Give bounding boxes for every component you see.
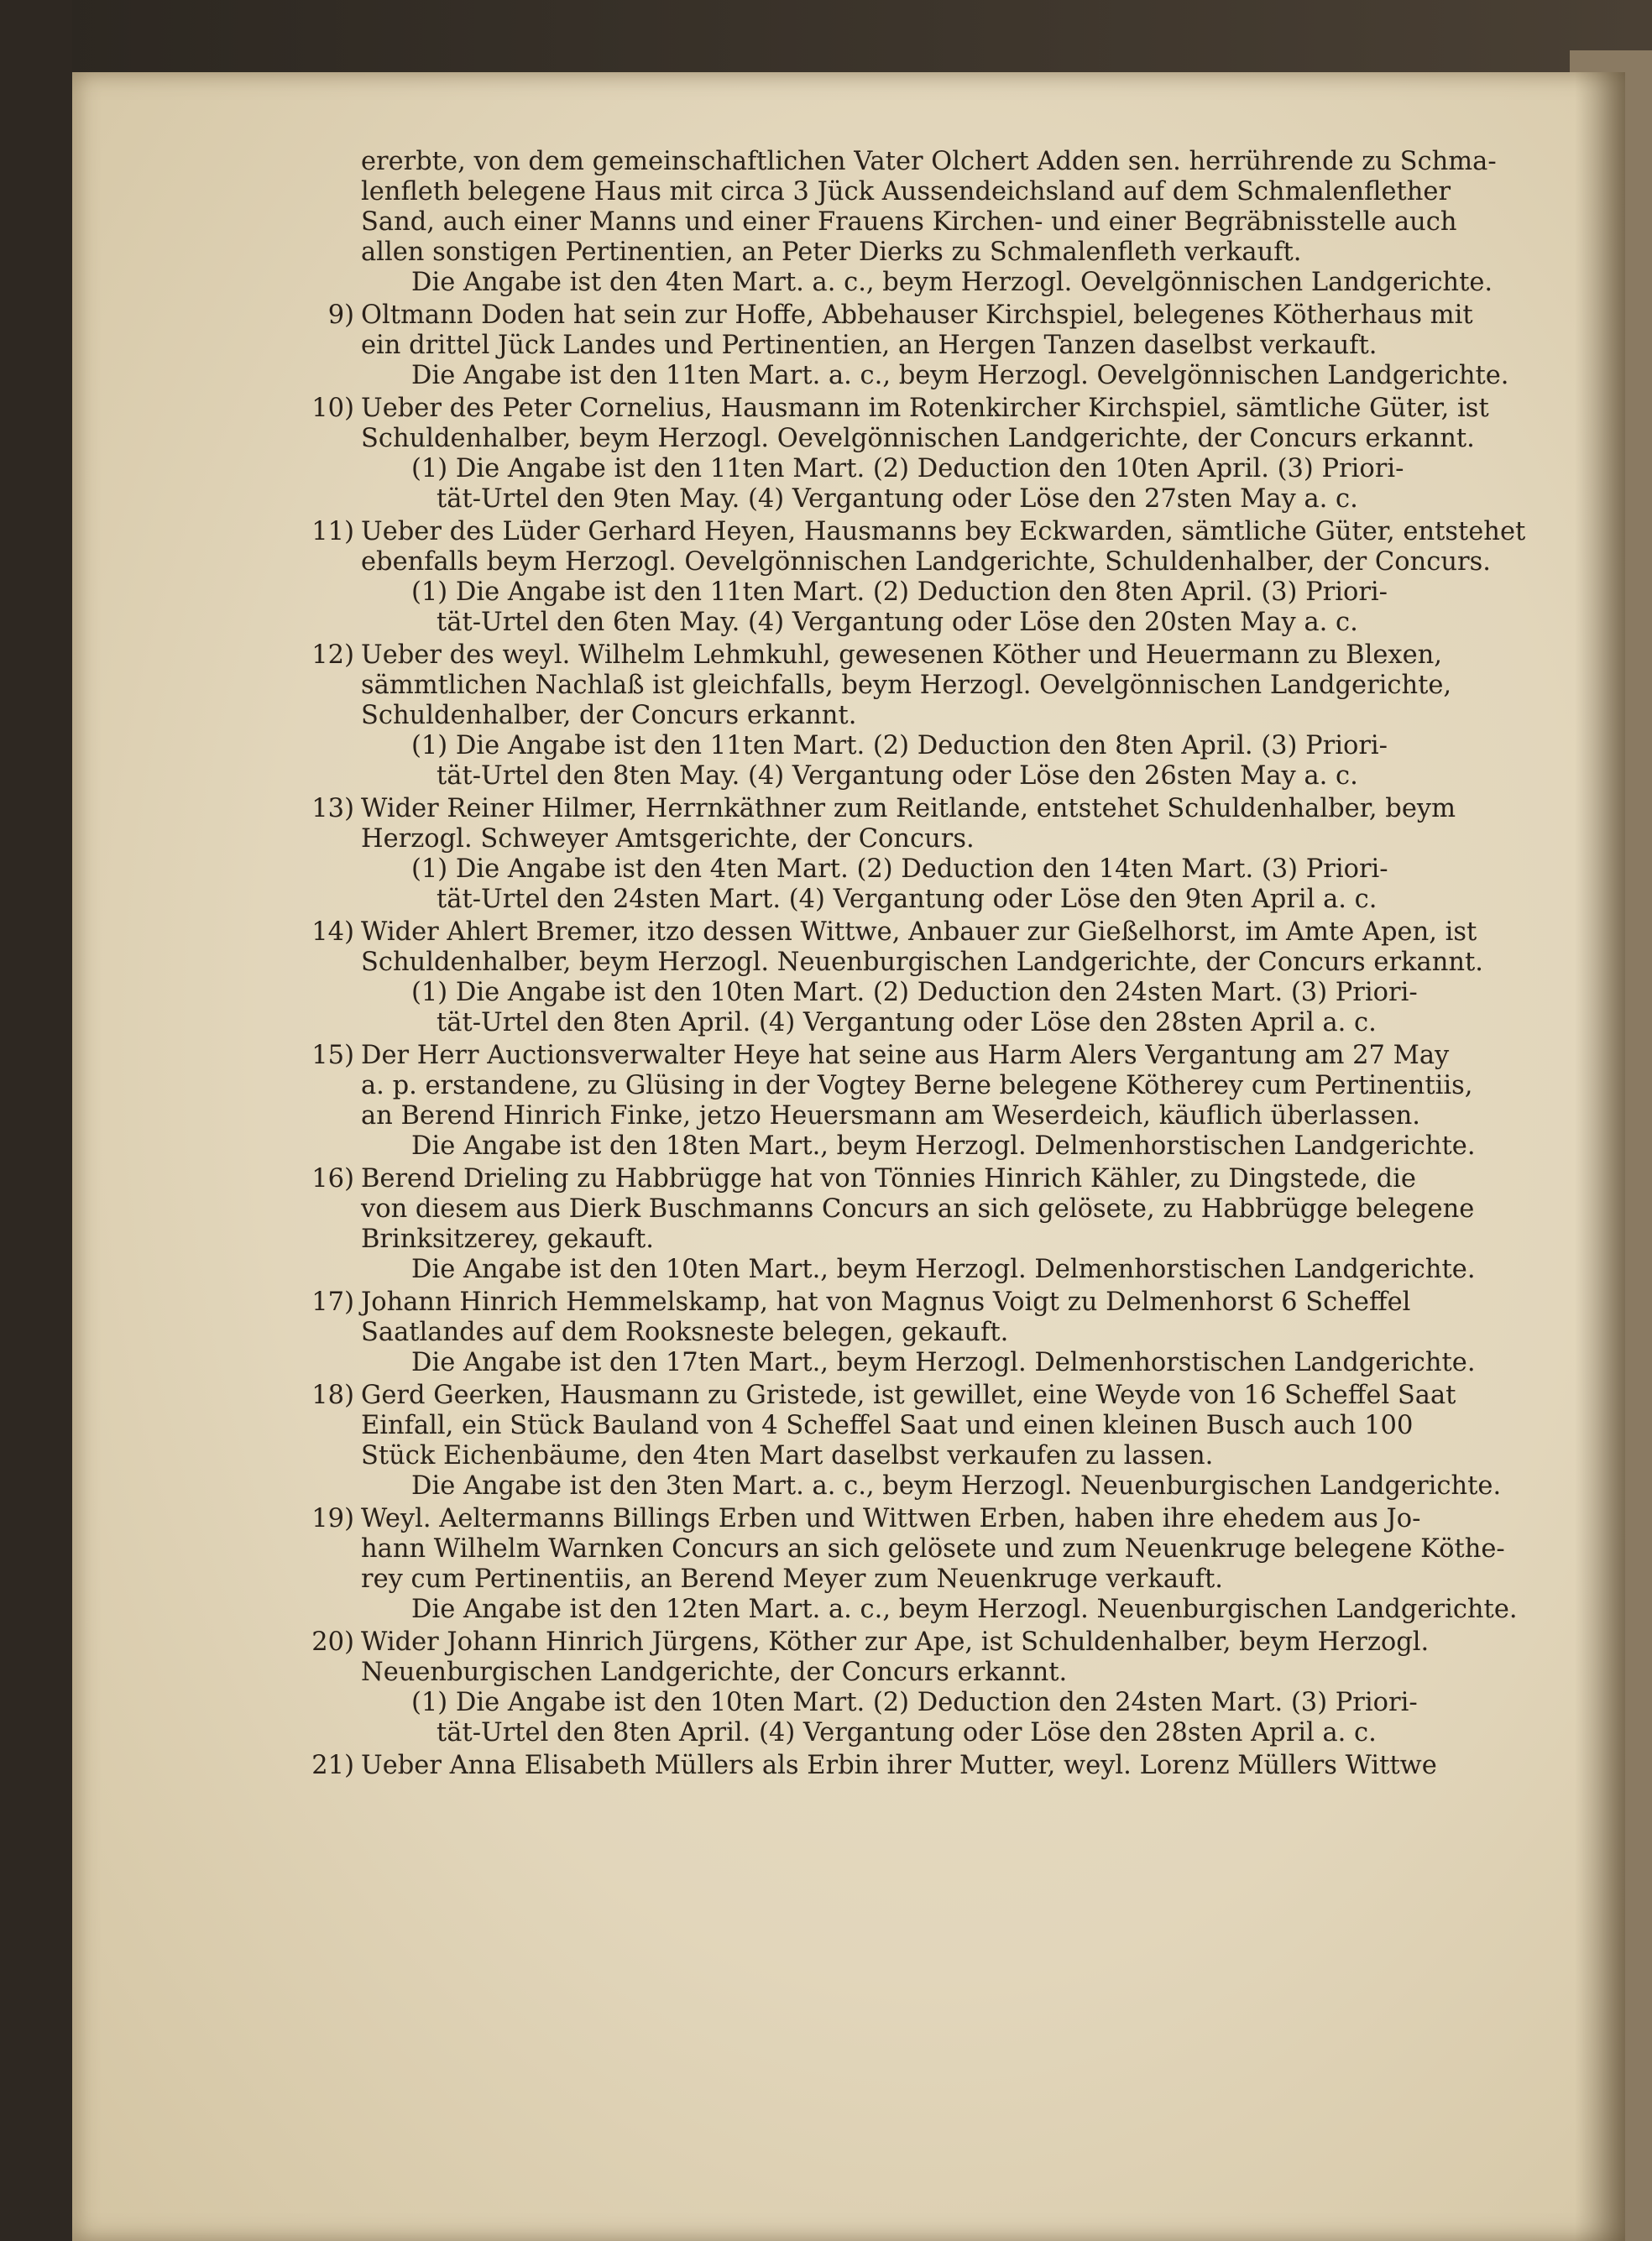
text-line: Einfall, ein Stück Bauland von 4 Scheffel Saat und einen kleinen Busch auch 100 <box>361 1411 1414 1440</box>
page-text <box>311 147 1532 1784</box>
text-line: Saatlandes auf dem Rooksneste belegen, gekauft. <box>361 1318 1009 1347</box>
numbered-entry <box>311 1041 1532 1162</box>
text-line: tät-Urtel den 8ten May. (4) Vergantung oder Löse den 26sten May a. c. <box>437 761 1358 791</box>
text-line: Die Angabe ist den 4ten Mart. a. c., beym Herzogl. Oevelgönnischen Landgerichte. <box>411 268 1493 297</box>
text-line: Der Herr Auctionsverwalter Heye hat seine aus Harm Alers Vergantung am 27 May <box>361 1041 1450 1070</box>
text-line: (1) Die Angabe ist den 11ten Mart. (2) Deduction den 10ten April. (3) Priori- <box>411 454 1404 483</box>
text-line: (1) Die Angabe ist den 10ten Mart. (2) Deduction den 24sten Mart. (3) Priori- <box>411 978 1418 1007</box>
numbered-entry <box>311 1627 1532 1748</box>
gutter-shadow <box>1575 72 1625 2241</box>
text-line: an Berend Hinrich Finke, jetzo Heuersmann am Weserdeich, käuflich überlassen. <box>361 1101 1420 1131</box>
numbered-entry <box>311 1751 1532 1781</box>
text-line: von diesem aus Dierk Buschmanns Concurs an sich gelösete, zu Habbrügge belegene <box>361 1194 1475 1224</box>
text-line: Ueber des weyl. Wilhelm Lehmkuhl, gewesenen Köther und Heuermann zu Blexen, <box>361 640 1442 670</box>
text-line: Schuldenhalber, beym Herzogl. Oevelgönnischen Landgerichte, der Concurs erkannt. <box>361 424 1475 453</box>
entries-list <box>311 300 1532 1781</box>
text-line: Sand, auch einer Manns und einer Frauens Kirchen- und einer Begräbnisstelle auch <box>361 207 1457 237</box>
text-line: ein drittel Jück Landes und Pertinentien, an Hergen Tanzen daselbst verkauft. <box>361 331 1378 360</box>
text-line: Die Angabe ist den 10ten Mart., beym Herzogl. Delmenhorstischen Landgerichte. <box>411 1255 1476 1284</box>
numbered-entry <box>311 1504 1532 1625</box>
numbered-entry <box>311 517 1532 638</box>
entry-number: 14) <box>311 917 354 947</box>
numbered-entry <box>311 394 1532 515</box>
text-line: Berend Drieling zu Habbrügge hat von Tönnies Hinrich Kähler, zu Dingstede, die <box>361 1164 1416 1194</box>
numbered-entry <box>311 1164 1532 1285</box>
entry-number: 16) <box>311 1164 354 1194</box>
text-line: Wider Ahlert Bremer, itzo dessen Wittwe, Anbauer zur Gießelhorst, im Amte Apen, ist <box>361 917 1477 947</box>
text-line: tät-Urtel den 8ten April. (4) Vergantung oder Löse den 28sten April a. c. <box>437 1718 1377 1747</box>
text-line: Herzogl. Schweyer Amtsgerichte, der Concurs. <box>361 824 975 854</box>
text-line: Wider Johann Hinrich Jürgens, Köther zur Ape, ist Schuldenhalber, beym Herzogl. <box>361 1627 1430 1657</box>
text-line: Wider Reiner Hilmer, Herrnkäthner zum Reitlande, entstehet Schuldenhalber, beym <box>361 794 1456 823</box>
text-line: Brinksitzerey, gekauft. <box>361 1225 654 1254</box>
text-line: Stück Eichenbäume, den 4ten Mart daselbst verkaufen zu lassen. <box>361 1441 1214 1470</box>
numbered-entry <box>327 300 1532 391</box>
text-line: tät-Urtel den 9ten May. (4) Vergantung oder Löse den 27sten May a. c. <box>437 484 1358 514</box>
entry-number: 10) <box>311 394 354 423</box>
entry-number: 21) <box>311 1751 354 1780</box>
text-line: ebenfalls beym Herzogl. Oevelgönnischen Landgerichte, Schuldenhalber, der Concurs. <box>361 547 1491 577</box>
text-line: Neuenburgischen Landgerichte, der Concurs erkannt. <box>361 1658 1068 1687</box>
entry-number: 9) <box>327 300 354 330</box>
entry-number: 15) <box>311 1041 354 1070</box>
text-line: allen sonstigen Pertinentien, an Peter Dierks zu Schmalenfleth verkauft. <box>361 238 1302 267</box>
text-line: (1) Die Angabe ist den 11ten Mart. (2) Deduction den 8ten April. (3) Priori- <box>411 577 1388 607</box>
text-line: a. p. erstandene, zu Glüsing in der Vogtey Berne belegene Kötherey cum Pertinentiis, <box>361 1071 1473 1100</box>
text-line: ererbte, von dem gemeinschaftlichen Vater Olchert Adden sen. herrührende zu Schma- <box>361 147 1497 176</box>
text-line: Die Angabe ist den 11ten Mart. a. c., beym Herzogl. Oevelgönnischen Landgerichte. <box>411 361 1509 390</box>
entry-number: 13) <box>311 794 354 823</box>
text-line: Ueber Anna Elisabeth Müllers als Erbin ihrer Mutter, weyl. Lorenz Müllers Wittwe <box>361 1751 1437 1780</box>
entry-number: 20) <box>311 1627 354 1657</box>
entry-number: 12) <box>311 640 354 670</box>
text-line: Gerd Geerken, Hausmann zu Gristede, ist gewillet, eine Weyde von 16 Scheffel Saat <box>361 1381 1456 1410</box>
text-line: tät-Urtel den 8ten April. (4) Vergantung oder Löse den 28sten April a. c. <box>437 1008 1377 1037</box>
text-line: Johann Hinrich Hemmelskamp, hat von Magnus Voigt zu Delmenhorst 6 Scheffel <box>361 1288 1411 1317</box>
text-line: (1) Die Angabe ist den 11ten Mart. (2) Deduction den 8ten April. (3) Priori- <box>411 731 1388 760</box>
text-line: Die Angabe ist den 12ten Mart. a. c., beym Herzogl. Neuenburgischen Landgerichte. <box>411 1595 1518 1624</box>
entry-number: 17) <box>311 1288 354 1317</box>
text-line: (1) Die Angabe ist den 10ten Mart. (2) Deduction den 24sten Mart. (3) Priori- <box>411 1688 1418 1717</box>
text-line: Ueber des Lüder Gerhard Heyen, Hausmanns bey Eckwarden, sämtliche Güter, entstehet <box>361 517 1526 546</box>
entry-number: 18) <box>311 1381 354 1410</box>
numbered-entry <box>311 1288 1532 1378</box>
text-line: Schuldenhalber, beym Herzogl. Neuenburgischen Landgerichte, der Concurs erkannt. <box>361 948 1483 977</box>
text-line: Die Angabe ist den 18ten Mart., beym Herzogl. Delmenhorstischen Landgerichte. <box>411 1131 1476 1161</box>
entry-number: 11) <box>311 517 354 546</box>
text-line: tät-Urtel den 6ten May. (4) Vergantung oder Löse den 20sten May a. c. <box>437 608 1358 637</box>
text-line: (1) Die Angabe ist den 4ten Mart. (2) Deduction den 14ten Mart. (3) Priori- <box>411 854 1388 884</box>
text-line: hann Wilhelm Warnken Concurs an sich gelösete und zum Neuenkruge belegene Köthe- <box>361 1534 1505 1564</box>
scan-edge <box>0 0 72 2241</box>
text-line: Die Angabe ist den 17ten Mart., beym Herzogl. Delmenhorstischen Landgerichte. <box>411 1348 1476 1377</box>
text-line: tät-Urtel den 24sten Mart. (4) Vergantung oder Löse den 9ten April a. c. <box>437 885 1378 914</box>
numbered-entry <box>311 640 1532 791</box>
numbered-entry <box>311 917 1532 1038</box>
numbered-entry <box>311 794 1532 915</box>
text-line: Weyl. Aeltermanns Billings Erben und Wittwen Erben, haben ihre ehedem aus Jo- <box>361 1504 1421 1533</box>
text-line: rey cum Pertinentiis, an Berend Meyer zum Neuenkruge verkauft. <box>361 1565 1223 1594</box>
text-line: sämmtlichen Nachlaß ist gleichfalls, beym Herzogl. Oevelgönnischen Landgerichte, <box>361 671 1452 700</box>
intro-entry <box>361 147 1532 298</box>
text-line: lenfleth belegene Haus mit circa 3 Jück Aussendeichsland auf dem Schmalenflether <box>361 177 1451 206</box>
entry-number: 19) <box>311 1504 354 1533</box>
text-line: Schuldenhalber, der Concurs erkannt. <box>361 701 857 730</box>
text-line: Ueber des Peter Cornelius, Hausmann im Rotenkircher Kirchspiel, sämtliche Güter, ist <box>361 394 1489 423</box>
text-line: Oltmann Doden hat sein zur Hoffe, Abbehauser Kirchspiel, belegenes Kötherhaus mit <box>361 300 1473 330</box>
numbered-entry <box>311 1381 1532 1502</box>
text-line: Die Angabe ist den 3ten Mart. a. c., beym Herzogl. Neuenburgischen Landgerichte. <box>411 1471 1502 1501</box>
